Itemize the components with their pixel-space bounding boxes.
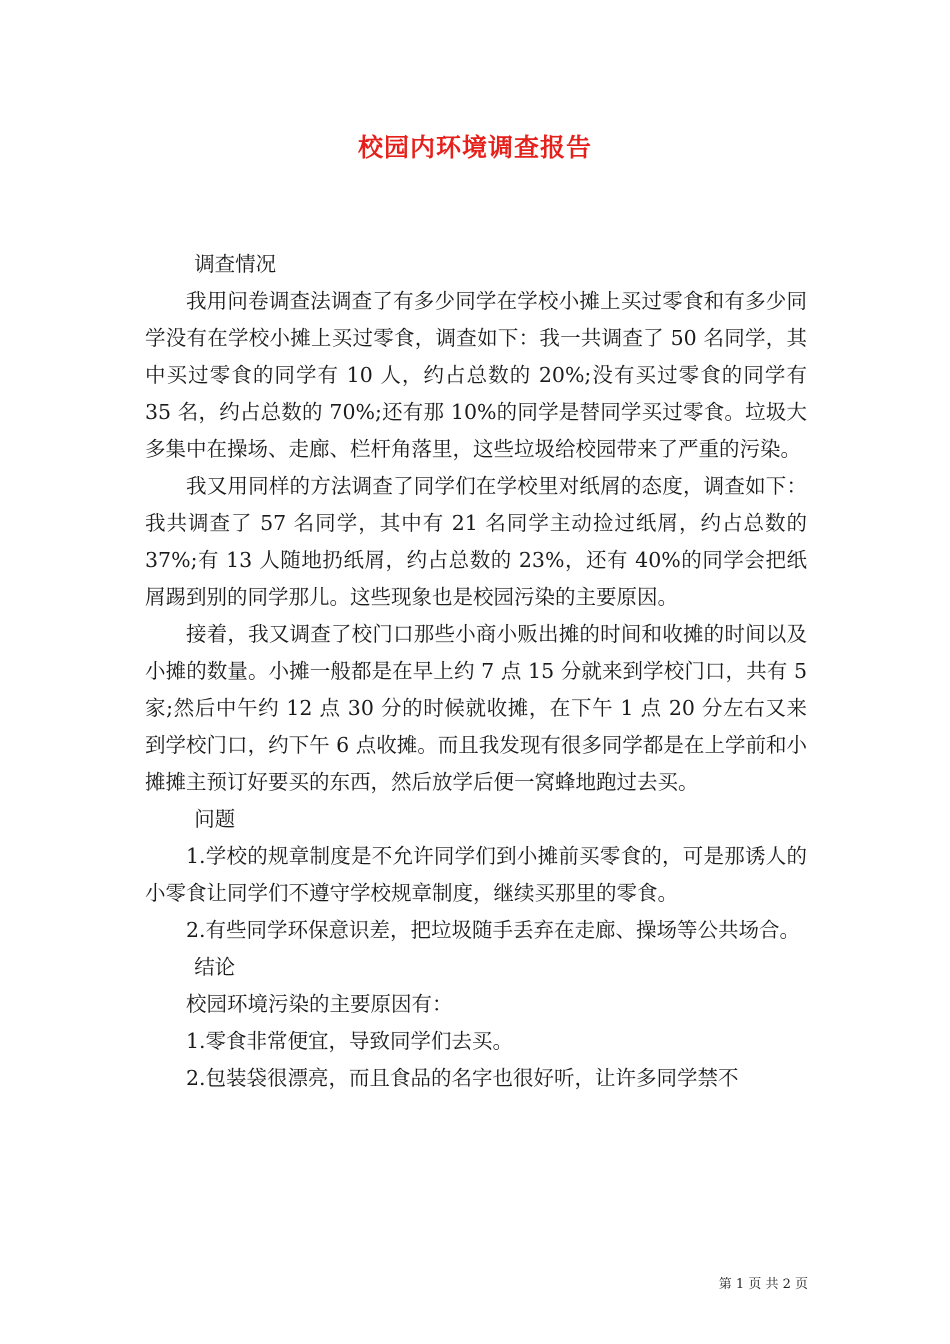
section-heading-conclusion: 结论 bbox=[194, 955, 236, 979]
paragraph: 1.零食非常便宜，导致同学们去买。 bbox=[186, 1029, 514, 1053]
document-body bbox=[145, 246, 807, 1097]
paragraph: 接着，我又调查了校门口那些小商小贩出摊的时间和收摊的时间以及小摊的数量。小摊一般都是在早上约 7 点 15 分就来到学校门口，共有 5 家;然后中午约 12 点 30 分的时候就收摊，在下午 1 点 20 分左右又来到学校门口，约下午 6 点收摊。而且我发现有很多同学都是在上学前和小摊摊主预订好要买的东西，然后放学后便一窝蜂地跑过去买。 bbox=[145, 622, 807, 794]
paragraph: 2.有些同学环保意识差，把垃圾随手丢弃在走廊、操场等公共场合。 bbox=[186, 918, 801, 942]
document-title: 校园内环境调查报告 bbox=[357, 133, 592, 162]
paragraph: 2.包装袋很漂亮，而且食品的名字也很好听，让许多同学禁不 bbox=[186, 1066, 739, 1090]
paragraph: 校园环境污染的主要原因有： bbox=[186, 992, 453, 1016]
section-heading-survey: 调查情况 bbox=[194, 252, 277, 276]
section-heading-problems: 问题 bbox=[194, 807, 236, 831]
paragraph: 1.学校的规章制度是不允许同学们到小摊前买零食的，可是那诱人的小零食让同学们不遵守学校规章制度，继续买那里的零食。 bbox=[145, 844, 807, 905]
page-number-footer: 第 1 页 共 2 页 bbox=[718, 1277, 808, 1292]
paragraph: 我又用同样的方法调查了同学们在学校里对纸屑的态度，调查如下：我共调查了 57 名同学，其中有 21 名同学主动捡过纸屑，约占总数的 37%;有 13 人随地扔纸屑，约占总数的 23%，还有 40%的同学会把纸屑踢到别的同学那儿。这些现象也是校园污染的主要原因。 bbox=[145, 474, 807, 609]
paragraph: 我用问卷调查法调查了有多少同学在学校小摊上买过零食和有多少同学没有在学校小摊上买过零食，调查如下：我一共调查了 50 名同学，其中买过零食的同学有 10 人，约占总数的 20%;没有买过零食的同学有 35 名，约占总数的 70%;还有那 10%的同学是替同学买过零食。垃圾大多集中在操场、走廊、栏杆角落里，这些垃圾给校园带来了严重的污染。 bbox=[145, 289, 807, 461]
